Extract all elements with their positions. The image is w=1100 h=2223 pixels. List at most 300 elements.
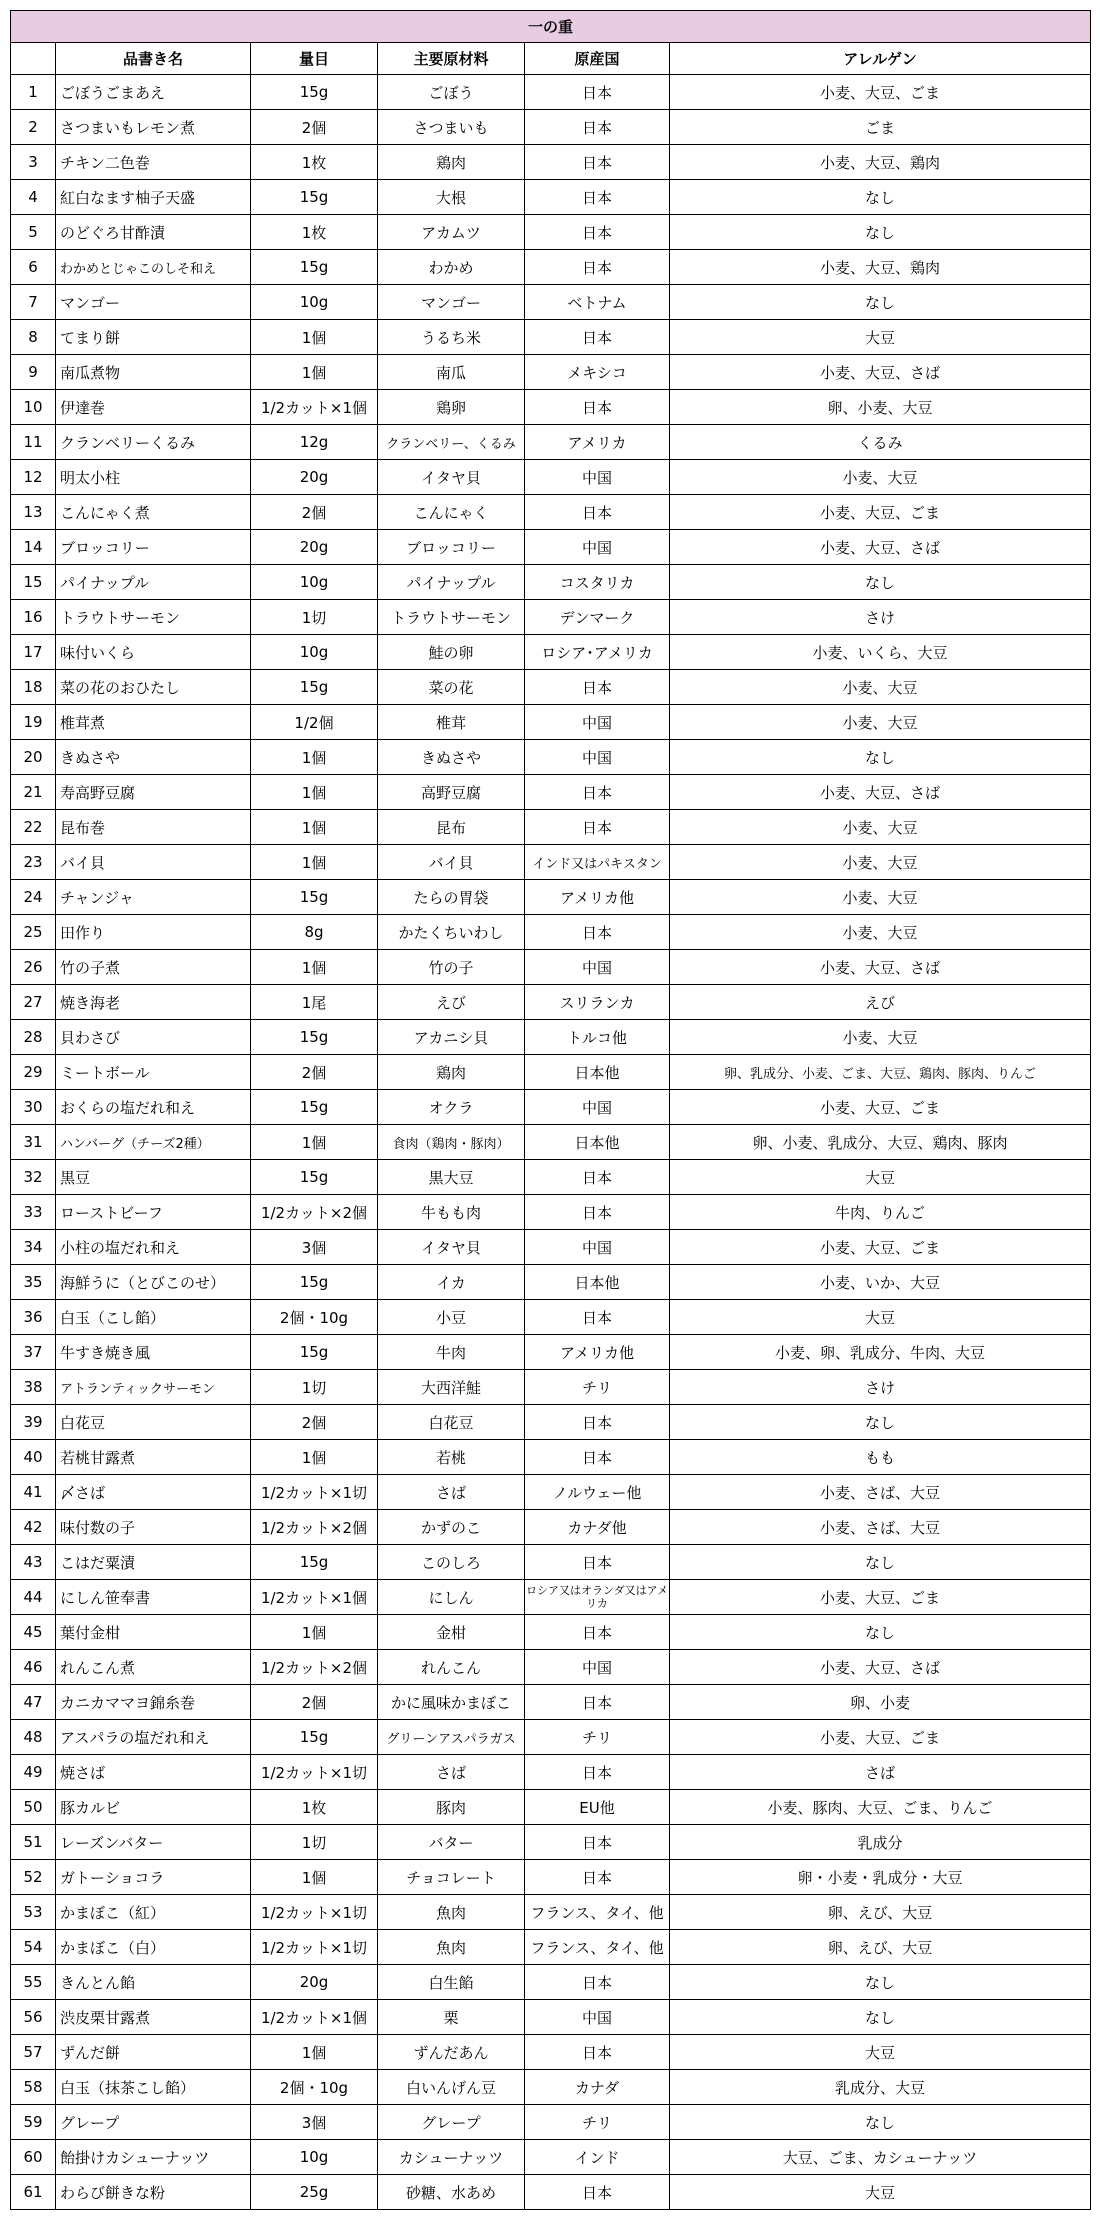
- item-material: トラウトサーモン: [378, 600, 525, 635]
- row-number: 1: [11, 75, 56, 110]
- item-origin: コスタリカ: [525, 565, 670, 600]
- table-row: [11, 810, 1091, 845]
- table-row: [11, 1860, 1091, 1895]
- item-quantity: 1/2カット×1切: [251, 1755, 378, 1790]
- item-quantity: 15g: [251, 1160, 378, 1195]
- item-material: こんにゃく: [378, 495, 525, 530]
- item-name: カニカママヨ錦糸巻: [56, 1685, 251, 1720]
- item-name: マンゴー: [56, 285, 251, 320]
- table-row: [11, 740, 1091, 775]
- item-origin: 日本: [525, 670, 670, 705]
- item-material: きぬさや: [378, 740, 525, 775]
- item-quantity: 2個: [251, 1685, 378, 1720]
- item-quantity: 1/2カット×1切: [251, 1895, 378, 1930]
- row-number: 14: [11, 530, 56, 565]
- item-allergen: 小麦、大豆、ごま: [670, 495, 1091, 530]
- row-number: 5: [11, 215, 56, 250]
- item-name: ブロッコリー: [56, 530, 251, 565]
- item-allergen: 牛肉、りんご: [670, 1195, 1091, 1230]
- item-name: 〆さば: [56, 1475, 251, 1510]
- item-material: ずんだあん: [378, 2035, 525, 2070]
- item-quantity: 15g: [251, 75, 378, 110]
- item-allergen: 卵、えび、大豆: [670, 1895, 1091, 1930]
- table-row: [11, 1125, 1091, 1160]
- item-name: 椎茸煮: [56, 705, 251, 740]
- item-origin: チリ: [525, 2105, 670, 2140]
- table-row: [11, 2175, 1091, 2210]
- item-material: バター: [378, 1825, 525, 1860]
- table-row: [11, 950, 1091, 985]
- item-material: かに風味かまぼこ: [378, 1685, 525, 1720]
- row-number: 39: [11, 1405, 56, 1440]
- item-quantity: 1個: [251, 2035, 378, 2070]
- item-name: トラウトサーモン: [56, 600, 251, 635]
- item-quantity: 1個: [251, 740, 378, 775]
- item-quantity: 1枚: [251, 145, 378, 180]
- header-no: [11, 43, 56, 75]
- row-number: 23: [11, 845, 56, 880]
- table-row: [11, 145, 1091, 180]
- item-origin: 日本: [525, 915, 670, 950]
- item-quantity: 1個: [251, 950, 378, 985]
- item-name: 紅白なます柚子天盛: [56, 180, 251, 215]
- item-origin: 日本他: [525, 1125, 670, 1160]
- item-origin: 日本: [525, 1965, 670, 2000]
- item-quantity: 1個: [251, 1860, 378, 1895]
- item-quantity: 1個: [251, 810, 378, 845]
- item-allergen: 小麦、大豆: [670, 810, 1091, 845]
- item-material: 白生餡: [378, 1965, 525, 2000]
- item-allergen: 小麦、大豆: [670, 880, 1091, 915]
- row-number: 40: [11, 1440, 56, 1475]
- item-material: グリーンアスパラガス: [378, 1720, 525, 1755]
- table-row: [11, 1475, 1091, 1510]
- item-origin: 中国: [525, 530, 670, 565]
- table-row: [11, 355, 1091, 390]
- header-quantity: 量目: [251, 43, 378, 75]
- item-allergen: 小麦、大豆、鶏肉: [670, 250, 1091, 285]
- item-origin: 中国: [525, 705, 670, 740]
- table-row: [11, 1825, 1091, 1860]
- item-allergen: なし: [670, 2000, 1091, 2035]
- row-number: 15: [11, 565, 56, 600]
- item-material: 金柑: [378, 1615, 525, 1650]
- item-quantity: 1/2カット×1個: [251, 1580, 378, 1615]
- item-material: かたくちいわし: [378, 915, 525, 950]
- table-row: [11, 250, 1091, 285]
- item-allergen: 小麦、大豆: [670, 915, 1091, 950]
- item-allergen: 小麦、大豆: [670, 705, 1091, 740]
- item-origin: 日本: [525, 215, 670, 250]
- item-allergen: 小麦、大豆、さば: [670, 950, 1091, 985]
- item-name: アスパラの塩だれ和え: [56, 1720, 251, 1755]
- row-number: 27: [11, 985, 56, 1020]
- row-number: 44: [11, 1580, 56, 1615]
- table-row: [11, 110, 1091, 145]
- item-material: このしろ: [378, 1545, 525, 1580]
- item-origin: 日本: [525, 110, 670, 145]
- item-material: 昆布: [378, 810, 525, 845]
- item-allergen: 小麦、さば、大豆: [670, 1510, 1091, 1545]
- table-row: [11, 320, 1091, 355]
- table-row: [11, 180, 1091, 215]
- row-number: 34: [11, 1230, 56, 1265]
- item-name: チキン二色巻: [56, 145, 251, 180]
- item-origin: アメリカ他: [525, 1335, 670, 1370]
- row-number: 29: [11, 1055, 56, 1090]
- row-number: 4: [11, 180, 56, 215]
- row-number: 48: [11, 1720, 56, 1755]
- item-quantity: 2個・10g: [251, 2070, 378, 2105]
- table-row: [11, 1265, 1091, 1300]
- item-allergen: 小麦、卵、乳成分、牛肉、大豆: [670, 1335, 1091, 1370]
- item-quantity: 15g: [251, 880, 378, 915]
- item-name: 渋皮栗甘露煮: [56, 2000, 251, 2035]
- item-allergen: 小麦、大豆、ごま: [670, 75, 1091, 110]
- item-material: にしん: [378, 1580, 525, 1615]
- row-number: 32: [11, 1160, 56, 1195]
- item-material: 食肉（鶏肉・豚肉）: [378, 1125, 525, 1160]
- item-quantity: 15g: [251, 1265, 378, 1300]
- row-number: 10: [11, 390, 56, 425]
- table-row: [11, 1510, 1091, 1545]
- item-origin: 中国: [525, 950, 670, 985]
- item-quantity: 1/2個: [251, 705, 378, 740]
- item-material: 竹の子: [378, 950, 525, 985]
- item-quantity: 2個・10g: [251, 1300, 378, 1335]
- item-origin: 日本: [525, 145, 670, 180]
- item-quantity: 1切: [251, 1370, 378, 1405]
- item-material: グレープ: [378, 2105, 525, 2140]
- item-allergen: 小麦、大豆、ごま: [670, 1230, 1091, 1265]
- item-allergen: 小麦、大豆、ごま: [670, 1580, 1091, 1615]
- table-row: [11, 1055, 1091, 1090]
- item-name: ごぼうごまあえ: [56, 75, 251, 110]
- item-name: 白花豆: [56, 1405, 251, 1440]
- table-row: [11, 915, 1091, 950]
- item-name: きんとん餡: [56, 1965, 251, 2000]
- row-number: 22: [11, 810, 56, 845]
- row-number: 46: [11, 1650, 56, 1685]
- item-allergen: 小麦、いか、大豆: [670, 1265, 1091, 1300]
- item-allergen: 乳成分: [670, 1825, 1091, 1860]
- item-name: 味付数の子: [56, 1510, 251, 1545]
- item-origin: 中国: [525, 1230, 670, 1265]
- item-allergen: 小麦、大豆: [670, 670, 1091, 705]
- table-row: [11, 1090, 1091, 1125]
- item-origin: チリ: [525, 1720, 670, 1755]
- item-origin: カナダ: [525, 2070, 670, 2105]
- table-row: [11, 285, 1091, 320]
- item-quantity: 15g: [251, 180, 378, 215]
- item-name: きぬさや: [56, 740, 251, 775]
- row-number: 18: [11, 670, 56, 705]
- item-name: 白玉（抹茶こし餡）: [56, 2070, 251, 2105]
- item-material: 大根: [378, 180, 525, 215]
- item-quantity: 2個: [251, 110, 378, 145]
- item-material: れんこん: [378, 1650, 525, 1685]
- row-number: 53: [11, 1895, 56, 1930]
- item-material: 魚肉: [378, 1895, 525, 1930]
- item-allergen: くるみ: [670, 425, 1091, 460]
- item-quantity: 15g: [251, 1720, 378, 1755]
- item-material: カシューナッツ: [378, 2140, 525, 2175]
- item-allergen: 小麦、大豆、さば: [670, 530, 1091, 565]
- item-origin: 中国: [525, 1090, 670, 1125]
- item-name: 焼き海老: [56, 985, 251, 1020]
- item-origin: フランス、タイ、他: [525, 1895, 670, 1930]
- table-row: [11, 2140, 1091, 2175]
- item-material: えび: [378, 985, 525, 1020]
- item-quantity: 1個: [251, 775, 378, 810]
- table-row: [11, 775, 1091, 810]
- item-quantity: 1個: [251, 320, 378, 355]
- item-name: 焼さば: [56, 1755, 251, 1790]
- item-origin: アメリカ: [525, 425, 670, 460]
- item-origin: ノルウェー他: [525, 1475, 670, 1510]
- item-name: 竹の子煮: [56, 950, 251, 985]
- item-name: ずんだ餅: [56, 2035, 251, 2070]
- item-origin: 中国: [525, 740, 670, 775]
- item-quantity: 3個: [251, 2105, 378, 2140]
- item-material: 魚肉: [378, 1930, 525, 1965]
- item-material: さば: [378, 1755, 525, 1790]
- row-number: 47: [11, 1685, 56, 1720]
- item-material: 白いんげん豆: [378, 2070, 525, 2105]
- item-allergen: 卵、小麦、大豆: [670, 390, 1091, 425]
- row-number: 45: [11, 1615, 56, 1650]
- table-row: [11, 1580, 1091, 1615]
- item-material: ブロッコリー: [378, 530, 525, 565]
- table-row: [11, 600, 1091, 635]
- item-allergen: 小麦、大豆、さば: [670, 775, 1091, 810]
- row-number: 24: [11, 880, 56, 915]
- row-number: 59: [11, 2105, 56, 2140]
- item-origin: 日本: [525, 1685, 670, 1720]
- item-origin: 日本: [525, 320, 670, 355]
- item-name: 菜の花のおひたし: [56, 670, 251, 705]
- item-material: 若桃: [378, 1440, 525, 1475]
- item-name: 貝わさび: [56, 1020, 251, 1055]
- table-title-row: [11, 11, 1091, 43]
- item-quantity: 10g: [251, 285, 378, 320]
- item-quantity: 15g: [251, 1090, 378, 1125]
- item-allergen: なし: [670, 285, 1091, 320]
- item-allergen: 卵、小麦: [670, 1685, 1091, 1720]
- item-origin: ベトナム: [525, 285, 670, 320]
- item-allergen: ごま: [670, 110, 1091, 145]
- item-allergen: 大豆: [670, 1300, 1091, 1335]
- row-number: 54: [11, 1930, 56, 1965]
- item-material: クランベリー、くるみ: [378, 425, 525, 460]
- item-quantity: 1/2カット×2個: [251, 1195, 378, 1230]
- item-material: うるち米: [378, 320, 525, 355]
- item-name: かまぼこ（紅）: [56, 1895, 251, 1930]
- item-origin: メキシコ: [525, 355, 670, 390]
- item-origin: トルコ他: [525, 1020, 670, 1055]
- item-origin: 日本: [525, 1615, 670, 1650]
- header-material: 主要原材料: [378, 43, 525, 75]
- item-name: 田作り: [56, 915, 251, 950]
- item-name: こはだ粟漬: [56, 1545, 251, 1580]
- item-origin: ロシア･アメリカ: [525, 635, 670, 670]
- table-row: [11, 670, 1091, 705]
- table-row: [11, 1685, 1091, 1720]
- item-name: 牛すき焼き風: [56, 1335, 251, 1370]
- item-name: 小柱の塩だれ和え: [56, 1230, 251, 1265]
- table-row: [11, 1440, 1091, 1475]
- table-row: [11, 1615, 1091, 1650]
- row-number: 13: [11, 495, 56, 530]
- row-number: 9: [11, 355, 56, 390]
- table-row: [11, 1230, 1091, 1265]
- table-row: [11, 425, 1091, 460]
- header-origin: 原産国: [525, 43, 670, 75]
- row-number: 33: [11, 1195, 56, 1230]
- item-material: 牛肉: [378, 1335, 525, 1370]
- item-allergen: 乳成分、大豆: [670, 2070, 1091, 2105]
- item-material: かずのこ: [378, 1510, 525, 1545]
- item-quantity: 10g: [251, 635, 378, 670]
- row-number: 25: [11, 915, 56, 950]
- row-number: 16: [11, 600, 56, 635]
- item-origin: 日本: [525, 1545, 670, 1580]
- row-number: 7: [11, 285, 56, 320]
- item-quantity: 8g: [251, 915, 378, 950]
- item-name: にしん笹奉書: [56, 1580, 251, 1615]
- item-name: わかめとじゃこのしそ和え: [56, 250, 251, 285]
- item-name: グレープ: [56, 2105, 251, 2140]
- item-origin: インド又はパキスタン: [525, 845, 670, 880]
- item-name: さつまいもレモン煮: [56, 110, 251, 145]
- item-name: こんにゃく煮: [56, 495, 251, 530]
- row-number: 19: [11, 705, 56, 740]
- item-quantity: 1枚: [251, 1790, 378, 1825]
- item-name: 寿高野豆腐: [56, 775, 251, 810]
- item-allergen: 大豆: [670, 2035, 1091, 2070]
- item-origin: EU他: [525, 1790, 670, 1825]
- item-allergen: 小麦、大豆、ごま: [670, 1090, 1091, 1125]
- row-number: 58: [11, 2070, 56, 2105]
- item-allergen: 大豆: [670, 1160, 1091, 1195]
- item-allergen: 卵、えび、大豆: [670, 1930, 1091, 1965]
- menu-allergen-sheet: [10, 10, 1091, 2210]
- item-origin: 日本: [525, 250, 670, 285]
- item-material: 南瓜: [378, 355, 525, 390]
- item-name: れんこん煮: [56, 1650, 251, 1685]
- item-allergen: なし: [670, 1965, 1091, 2000]
- row-number: 49: [11, 1755, 56, 1790]
- item-origin: 日本: [525, 1300, 670, 1335]
- item-quantity: 1/2カット×1個: [251, 390, 378, 425]
- row-number: 31: [11, 1125, 56, 1160]
- item-allergen: 小麦、大豆、さば: [670, 1650, 1091, 1685]
- item-material: 菜の花: [378, 670, 525, 705]
- item-allergen: 大豆、ごま、カシューナッツ: [670, 2140, 1091, 2175]
- row-number: 3: [11, 145, 56, 180]
- item-name: 明太小柱: [56, 460, 251, 495]
- table-row: [11, 705, 1091, 740]
- table-row: [11, 1755, 1091, 1790]
- item-quantity: 15g: [251, 670, 378, 705]
- item-name: レーズンバター: [56, 1825, 251, 1860]
- item-name: アトランティックサーモン: [56, 1370, 251, 1405]
- item-name: パイナップル: [56, 565, 251, 600]
- item-allergen: 大豆: [670, 320, 1091, 355]
- item-quantity: 1個: [251, 355, 378, 390]
- table-row: [11, 880, 1091, 915]
- item-material: 黒大豆: [378, 1160, 525, 1195]
- item-allergen: なし: [670, 2105, 1091, 2140]
- item-material: チョコレート: [378, 1860, 525, 1895]
- item-quantity: 1個: [251, 1615, 378, 1650]
- header-allergen: アレルゲン: [670, 43, 1091, 75]
- item-quantity: 10g: [251, 565, 378, 600]
- item-allergen: なし: [670, 740, 1091, 775]
- item-quantity: 1個: [251, 1440, 378, 1475]
- row-number: 2: [11, 110, 56, 145]
- item-material: さば: [378, 1475, 525, 1510]
- item-name: 葉付金柑: [56, 1615, 251, 1650]
- table-row: [11, 2070, 1091, 2105]
- item-quantity: 15g: [251, 250, 378, 285]
- row-number: 37: [11, 1335, 56, 1370]
- item-origin: 中国: [525, 2000, 670, 2035]
- item-name: ガトーショコラ: [56, 1860, 251, 1895]
- item-name: のどぐろ甘酢漬: [56, 215, 251, 250]
- item-material: 豚肉: [378, 1790, 525, 1825]
- row-number: 56: [11, 2000, 56, 2035]
- item-allergen: なし: [670, 215, 1091, 250]
- item-origin: 中国: [525, 460, 670, 495]
- item-quantity: 1切: [251, 600, 378, 635]
- row-number: 8: [11, 320, 56, 355]
- item-material: 牛もも肉: [378, 1195, 525, 1230]
- row-number: 38: [11, 1370, 56, 1405]
- item-material: アカムツ: [378, 215, 525, 250]
- table-row: [11, 1790, 1091, 1825]
- table-row: [11, 2035, 1091, 2070]
- item-origin: 日本他: [525, 1055, 670, 1090]
- row-number: 41: [11, 1475, 56, 1510]
- item-material: パイナップル: [378, 565, 525, 600]
- item-quantity: 1個: [251, 1125, 378, 1160]
- table-title: 一の重: [11, 11, 1091, 43]
- row-number: 6: [11, 250, 56, 285]
- item-name: バイ貝: [56, 845, 251, 880]
- item-name: 黒豆: [56, 1160, 251, 1195]
- item-quantity: 1/2カット×1切: [251, 1475, 378, 1510]
- table-row: [11, 530, 1091, 565]
- table-row: [11, 1300, 1091, 1335]
- item-name: 昆布巻: [56, 810, 251, 845]
- item-name: ハンバーグ（チーズ2種）: [56, 1125, 251, 1160]
- row-number: 52: [11, 1860, 56, 1895]
- item-origin: チリ: [525, 1370, 670, 1405]
- item-origin: カナダ他: [525, 1510, 670, 1545]
- item-allergen: 卵、小麦、乳成分、大豆、鶏肉、豚肉: [670, 1125, 1091, 1160]
- item-allergen: なし: [670, 1545, 1091, 1580]
- row-number: 36: [11, 1300, 56, 1335]
- table-row: [11, 1195, 1091, 1230]
- item-quantity: 1尾: [251, 985, 378, 1020]
- row-number: 28: [11, 1020, 56, 1055]
- item-name: おくらの塩だれ和え: [56, 1090, 251, 1125]
- item-quantity: 1/2カット×2個: [251, 1510, 378, 1545]
- header-name: 品書き名: [56, 43, 251, 75]
- table-row: [11, 1020, 1091, 1055]
- row-number: 21: [11, 775, 56, 810]
